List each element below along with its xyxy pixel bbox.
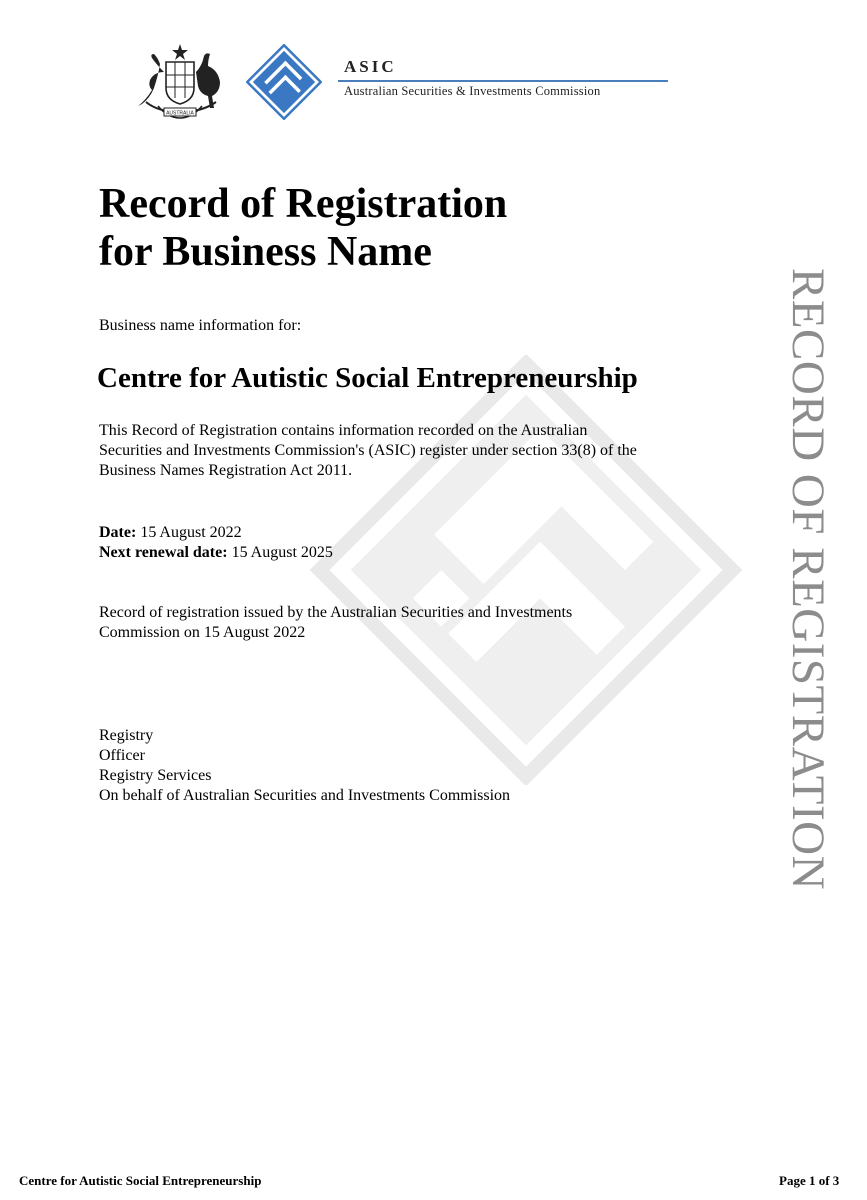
info-label: Business name information for: [99, 317, 302, 334]
page-title [99, 180, 507, 276]
renewal-label: Next renewal date: [99, 544, 228, 561]
signatory-block [99, 726, 510, 806]
coat-of-arms-logo [128, 42, 232, 122]
title-line-2: for Business Name [99, 229, 432, 275]
date-value: 15 August 2022 [140, 524, 242, 541]
date-label: Date: [99, 524, 137, 541]
renewal-value: 15 August 2025 [231, 544, 333, 561]
signatory-line: Officer [99, 747, 145, 764]
header-rule [338, 80, 668, 82]
issued-line: Record of registration issued by the Australian Securities and Investments [99, 604, 573, 621]
intro-paragraph [99, 421, 739, 481]
side-watermark-text: RECORD OF REGISTRATION [782, 268, 834, 891]
date-row [99, 523, 333, 543]
intro-line: This Record of Registration contains information recorded on the Australian [99, 422, 588, 439]
dates-block [99, 523, 333, 563]
intro-line: Securities and Investments Commission's (ASIC) register under section 33(8) of the [99, 442, 637, 459]
side-watermark-label [778, 268, 838, 908]
signatory-line: Registry [99, 727, 154, 744]
renewal-row [99, 543, 333, 563]
asic-watermark [305, 355, 747, 785]
asic-abbreviation: ASIC [344, 57, 397, 76]
issued-statement [99, 603, 699, 643]
business-name: Centre for Autistic Social Entrepreneurship [97, 362, 638, 394]
intro-line: Business Names Registration Act 2011. [99, 462, 353, 479]
signatory-line: Registry Services [99, 767, 212, 784]
footer-entity-name: Centre for Autistic Social Entrepreneurship [19, 1173, 262, 1188]
crest-label: AUSTRALIA [166, 110, 194, 117]
issued-line: Commission on 15 August 2022 [99, 624, 306, 641]
asic-logo [246, 44, 322, 120]
signatory-line: On behalf of Australian Securities and Investments Commission [99, 787, 511, 804]
title-line-1: Record of Registration [99, 181, 508, 227]
footer-page-indicator: Page 1 of 3 [779, 1173, 840, 1188]
asic-full-name: Australian Securities & Investments Commission [344, 84, 601, 98]
